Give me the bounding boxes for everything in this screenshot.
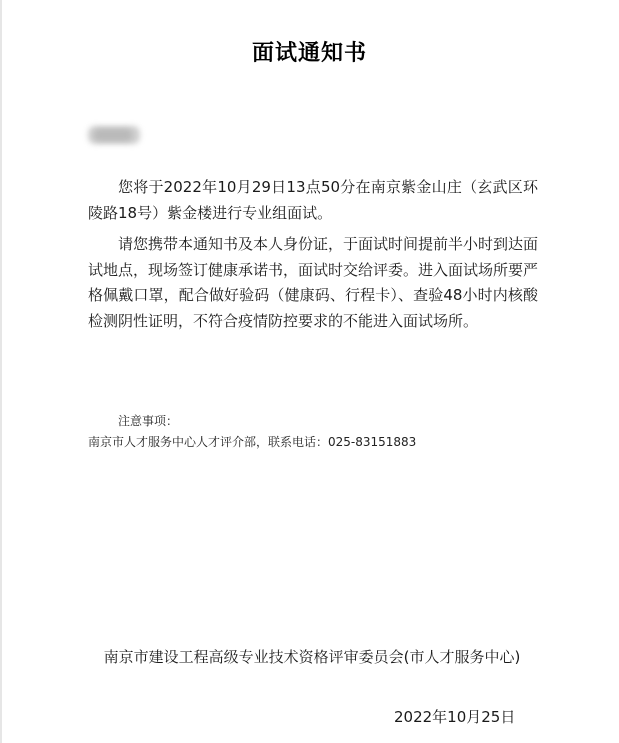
issue-date: 2022年10月25日: [394, 708, 516, 726]
page-edge: [0, 0, 2, 743]
recipient-name: [88, 122, 91, 123]
issuer-signature: 南京市建设工程高级专业技术资格评审委员会(市人才服务中心): [103, 648, 521, 666]
redaction-blur-core: [94, 129, 132, 141]
paragraph-instructions: 请您携带本通知书及本人身份证，于面试时间提前半小时到达面试地点，现场签订健康承诺书，面试时交给评委。进入面试场所要严格佩戴口罩，配合做好验码（健康码、行程卡）、查验48小时内核酸检测阴性证明，不符合疫情防控要求的不能进入面试场所。: [88, 235, 539, 330]
document-title: 面试通知书: [251, 41, 367, 66]
notes-heading: 注意事项：: [118, 414, 179, 428]
contact-info: 南京市人才服务中心人才评介部，联系电话：025-83151883: [88, 435, 417, 449]
recipient-name-redacted: [88, 122, 140, 148]
paragraph-interview-time: 您将于2022年10月29日13点50分在南京紫金山庄（玄武区环陵路18号）紫金楼进行专业组面试。: [88, 178, 538, 222]
